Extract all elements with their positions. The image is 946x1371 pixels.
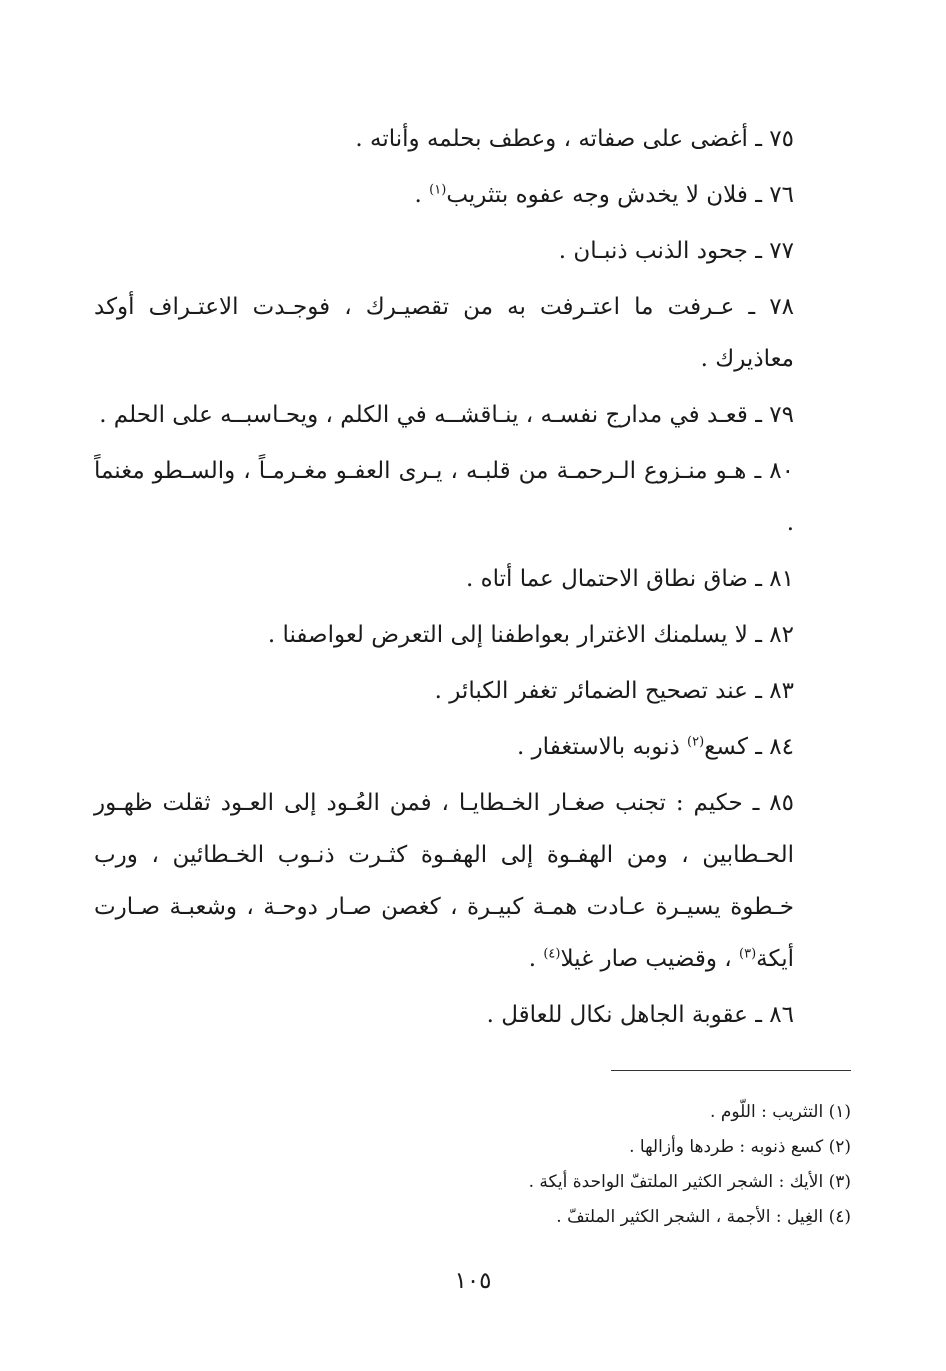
entry-text: حكيم : تجنب صغـار الخـطايـا ، فمن العُـود إلى العـود ثقلت ظهـور الحـطابين ، ومن الهفـوة إلى الهفـوة كثـرت ذنـوب الخـطائين ، ورب خـطوة يسيـرة عـادت همـة كبيـرة ، كغصن صـار دوحـة ، وشعبـة صـارت أيكة [94,790,794,972]
entry-text: لا يسلمنك الاغترار بعواطفنا إلى التعرض لعواصفنا . [267,622,748,648]
footnote-text: الأيك : الشجر الكثير الملتفّ الواحدة أيكة . [528,1172,824,1192]
footnote-2 [151,1130,851,1165]
entry-number: ٨٢ [769,622,794,648]
entry-text: أغضى على صفاته ، وعطف بحلمه وأناته . [355,126,748,152]
entry-text: هـو منـزوع الـرحمـة من قلبـه ، يـرى العفـو مغـرمـاً ، والسـطو مغنماً . [94,458,794,536]
entry-text: عقوبة الجاهل نكال للعاقل . [486,1002,748,1028]
footnote-text: التثريب : اللّوم . [710,1102,824,1122]
footnote-number: (١) [828,1102,851,1122]
entry-number: ٨٣ [769,678,794,704]
entry-number: ٨١ [769,566,794,592]
entry-75: ٧٥ ـ أغضى على صفاته ، وعطف بحلمه وأناته . [355,126,794,152]
entry-84: ٨٤ ـ كسع$^{(٢)}$ ذنوبه بالاستغفار . [516,734,794,760]
entry-80: ٨٠ ـ هـو منـزوع الـرحمـة من قلبـه ، يـرى العفـو مغـرمـاً ، والسـطو مغنماً . [94,458,794,536]
footnote-ref[interactable]: (١) [429,182,447,198]
entry-79: ٧٩ ـ قعـد في مدارج نفسـه ، ينـاقشــه في الكلم ، ويحـاسبــه على الحلم . [99,402,794,428]
entry-81: ٨١ ـ ضاق نطاق الاحتمال عما أتاه . [465,566,794,592]
page-number: ١٠٥ [454,1268,492,1294]
entry-86: ٨٦ ـ عقوبة الجاهل نكال للعاقل . [486,1002,794,1028]
footnote-4 [151,1200,851,1235]
entry-83: ٨٣ ـ عند تصحيح الضمائر تغفر الكبائر . [434,678,794,704]
footnote-text: الغِيل : الأجمة ، الشجر الكثير الملتفّ . [556,1207,824,1227]
entry-text-tail: ، وقضيب صار غيلا [560,946,740,972]
footnote-1 [151,1095,851,1130]
entry-85: ٨٥ ـ حكيم : تجنب صغـار الخـطايـا ، فمن العُـود إلى العـود ثقلت ظهـور الحـطابين ، ومن الهفـوة إلى الهفـوة كثـرت ذنـوب الخـطائين ، ورب خـطوة يسيـرة عـادت همـة كبيـرة ، كغصن صـار دوحـة ، وشعبـة صـارت أيكة$^{(٣)}$ ، وقضيب صار غيلا$^{(٤)}$ . [94,790,794,972]
entry-number: ٧٨ [769,294,794,320]
footnote-number: (٢) [828,1137,851,1157]
entry-77: ٧٧ ـ جحود الذنب ذنبـان . [558,238,794,264]
entry-text: جحود الذنب ذنبـان . [558,238,748,264]
footnote-3 [151,1165,851,1200]
entry-number: ٨٥ [769,790,794,816]
footnote-number: (٣) [828,1172,851,1192]
entry-text: عند تصحيح الضمائر تغفر الكبائر . [434,678,748,704]
entry-82: ٨٢ ـ لا يسلمنك الاغترار بعواطفنا إلى التعرض لعواصفنا . [267,622,794,648]
footnote-ref[interactable]: (٣) [739,946,757,962]
entry-number: ٨٤ [769,734,794,760]
entry-78: ٧٨ ـ عـرفت ما اعتـرفت به من تقصيـرك ، فوجـدت الاعتـراف أوكد معاذيرك . [94,294,794,372]
entry-number: ٧٥ [769,126,794,152]
entry-text: فلان لا يخدش وجه عفوه بتثريب [446,182,748,208]
entry-text: كسع [704,734,748,760]
entry-text: ضاق نطاق الاحتمال عما أتاه . [465,566,748,592]
footnote-divider [611,1070,851,1071]
footnote-ref[interactable]: (٢) [687,734,705,750]
entry-number: ٧٦ [769,182,794,208]
footnotes [151,1095,851,1235]
entry-text-tail: . [528,946,544,972]
entry-text-tail: . [414,182,430,208]
entries-list [94,113,794,1045]
footnote-number: (٤) [828,1207,851,1227]
entry-number: ٧٧ [769,238,794,264]
entry-text-tail: ذنوبه بالاستغفار . [516,734,688,760]
entry-text: عـرفت ما اعتـرفت به من تقصيـرك ، فوجـدت الاعتـراف أوكد معاذيرك . [94,294,794,372]
entry-76: ٧٦ ـ فلان لا يخدش وجه عفوه بتثريب$^{(١)}$ . [414,182,794,208]
footnote-text: كسع ذنوبه : طردها وأزالها . [629,1137,824,1157]
footnote-ref[interactable]: (٤) [543,946,561,962]
entry-number: ٧٩ [769,402,794,428]
entry-text: قعـد في مدارج نفسـه ، ينـاقشــه في الكلم ، ويحـاسبــه على الحلم . [99,402,748,428]
entry-number: ٨٠ [769,458,794,484]
entry-number: ٨٦ [769,1002,794,1028]
